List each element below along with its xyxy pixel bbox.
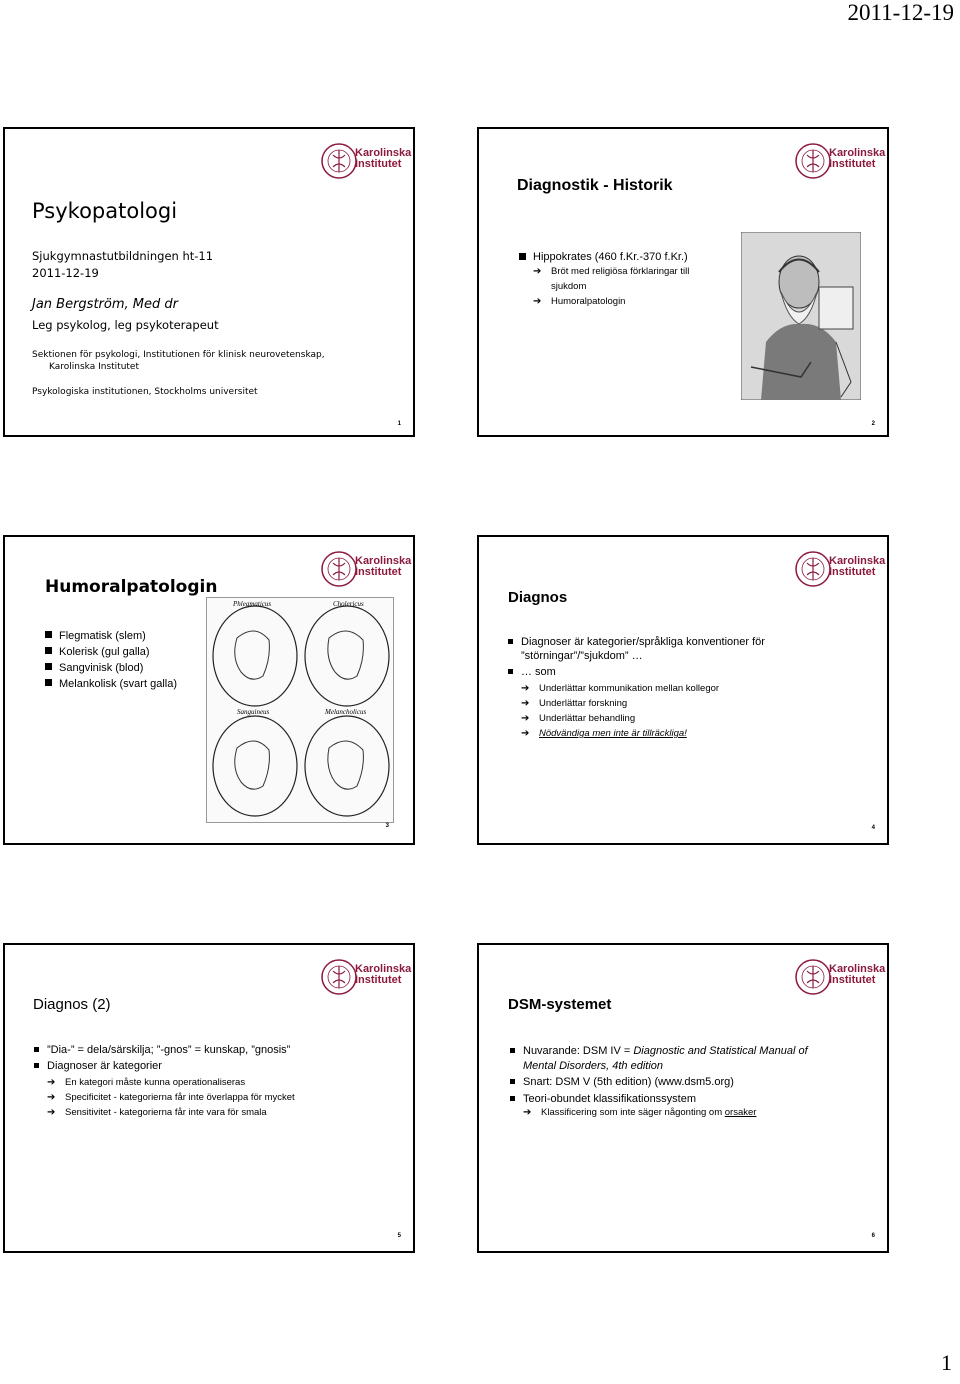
temperaments-image	[206, 597, 394, 823]
logo-line2: Institutet	[829, 158, 876, 170]
slide-title: Diagnostik - Historik	[517, 177, 673, 194]
slide-4	[477, 535, 889, 845]
slide-title: DSM-systemet	[508, 996, 612, 1013]
arrow-icon: ➔	[47, 1077, 56, 1088]
slide-3	[3, 535, 415, 845]
logo-line2: Institutet	[355, 158, 402, 170]
sub-item: ➔ Klassificering som inte säger någonting om orsaker	[523, 1107, 757, 1118]
ki-seal-icon	[793, 549, 833, 589]
logo-line1: Karolinska	[355, 555, 412, 567]
ki-seal-icon	[793, 957, 833, 997]
sub-item: ➔ Specificitet - kategorierna får inte överlappa för mycket	[47, 1092, 295, 1103]
sub-list	[507, 681, 847, 741]
list-item-cont: ”störningar”/”sjukdom” …	[521, 650, 643, 662]
list-item: Flegmatisk (slem)	[45, 628, 215, 644]
list-item: Teori-obundet klassifikationssystem	[509, 1092, 859, 1107]
date-line: 2011-12-19	[32, 266, 99, 280]
slide-2	[477, 127, 889, 437]
slide-number: 1	[397, 421, 401, 427]
sub-item-cont: sjukdom	[551, 281, 587, 292]
list-item: Diagnoser är kategorier	[33, 1059, 403, 1073]
ki-logo	[319, 957, 412, 999]
slide-1	[3, 127, 415, 437]
arrow-icon: ➔	[521, 698, 530, 709]
hippocrates-portrait-image	[741, 232, 861, 400]
slide-number: 6	[871, 1233, 875, 1239]
affiliation-1: Sektionen för psykologi, Institutionen för klinisk neurovetenskap,	[32, 350, 325, 360]
bullet-icon	[510, 1048, 515, 1053]
logo-line1: Karolinska	[355, 147, 412, 159]
list-item-cont: Mental Disorders, 4th edition	[523, 1059, 664, 1072]
list-item: Snart: DSM V (5th edition) (www.dsm5.org)	[509, 1075, 859, 1090]
sub-item: ➔ Nödvändiga men inte är tillräckliga!	[521, 728, 687, 739]
ki-logo	[319, 141, 412, 183]
arrow-icon: ➔	[521, 683, 530, 694]
logo-line1: Karolinska	[355, 963, 412, 975]
slide-number: 5	[397, 1233, 401, 1239]
bullet-list	[45, 628, 215, 692]
arrow-icon: ➔	[47, 1107, 56, 1118]
bullet-icon	[45, 663, 52, 670]
temperaments-engraving-icon	[207, 598, 395, 824]
ki-logo	[319, 549, 412, 591]
sub-item: ➔ Underlättar kommunikation mellan kollegor	[521, 683, 720, 694]
affiliation-3: Psykologiska institutionen, Stockholms universitet	[32, 387, 258, 397]
arrow-icon: ➔	[533, 296, 542, 307]
list-item: … som	[507, 665, 847, 679]
slide-5	[3, 943, 415, 1253]
bullet-icon	[34, 1047, 39, 1052]
portrait-label: Cholericus	[333, 600, 364, 608]
sub-item: ➔ Underlättar behandling	[521, 713, 636, 724]
bullet-icon	[34, 1063, 39, 1068]
logo-line2: Institutet	[829, 974, 876, 986]
list-item: Diagnoser är kategorier/språkliga konventioner för	[507, 635, 847, 649]
sub-list	[33, 1075, 403, 1120]
list-item: Sangvinisk (blod)	[45, 660, 215, 676]
slide-title: Diagnos (2)	[33, 996, 111, 1013]
role-line: Leg psykolog, leg psykoterapeut	[32, 318, 219, 332]
bullet-list	[33, 1043, 403, 1073]
logo-line1: Karolinska	[829, 555, 886, 567]
slide-title: Humoralpatologin	[45, 577, 218, 597]
bullet-icon	[45, 647, 52, 654]
ki-logo	[793, 957, 886, 999]
list-item: Hippokrates (460 f.Kr.-370 f.Kr.)	[519, 250, 749, 264]
slide-number: 4	[871, 825, 875, 831]
logo-line1: Karolinska	[829, 963, 886, 975]
slide-title: Diagnos	[508, 589, 568, 606]
bullet-icon	[45, 679, 52, 686]
portrait-label: Phlegmaticus	[233, 600, 272, 608]
logo-line2: Institutet	[355, 566, 402, 578]
arrow-icon: ➔	[523, 1107, 532, 1118]
ki-logo	[793, 549, 886, 591]
ki-seal-icon	[793, 141, 833, 181]
ki-seal-icon	[319, 549, 359, 589]
bullet-list	[507, 635, 847, 679]
author-line: Jan Bergström, Med dr	[32, 297, 178, 312]
bullet-icon	[510, 1079, 515, 1084]
slide-6	[477, 943, 889, 1253]
list-item: Nuvarande: DSM IV = Diagnostic and Statistical Manual of	[509, 1044, 859, 1059]
sub-item: ➔ Sensitivitet - kategorierna får inte vara för smala	[47, 1107, 267, 1118]
ki-seal-icon	[319, 141, 359, 181]
arrow-icon: ➔	[533, 266, 542, 277]
bullet-list	[519, 250, 749, 264]
logo-line2: Institutet	[829, 566, 876, 578]
arrow-icon: ➔	[47, 1092, 56, 1103]
slide-number: 2	[871, 421, 875, 427]
logo-line1: Karolinska	[829, 147, 886, 159]
list-item: Kolerisk (gul galla)	[45, 644, 215, 660]
bullet-icon	[508, 639, 513, 644]
bullet-icon	[45, 631, 52, 638]
ki-logo	[793, 141, 886, 183]
ki-seal-icon	[319, 957, 359, 997]
list-item: ”Dia-” = dela/särskilja; ”-gnos” = kunskap, ”gnosis”	[33, 1043, 403, 1057]
portrait-label: Melancholicus	[325, 708, 367, 716]
bullet-icon	[510, 1096, 515, 1101]
page-date: 2011-12-19	[847, 0, 954, 25]
sub-item: ➔ Bröt med religiösa förklaringar till	[533, 266, 690, 277]
sub-item: ➔ Underlättar forskning	[521, 698, 628, 709]
arrow-icon: ➔	[521, 713, 530, 724]
logo-line2: Institutet	[355, 974, 402, 986]
sub-item: ➔ Humoralpatologin	[533, 296, 626, 307]
bullet-icon	[519, 253, 526, 260]
portrait-label: Sanguineus	[237, 708, 270, 716]
bullet-icon	[508, 669, 513, 674]
list-item: Melankolisk (svart galla)	[45, 676, 215, 692]
bullet-list	[509, 1044, 859, 1106]
slide-number: 3	[385, 823, 389, 829]
affiliation-2: Karolinska Institutet	[49, 362, 139, 372]
page-number: 1	[941, 1350, 952, 1375]
course-line: Sjukgymnastutbildningen ht-11	[32, 249, 214, 263]
sub-item: ➔ En kategori måste kunna operationaliseras	[47, 1077, 246, 1088]
arrow-icon: ➔	[521, 728, 530, 739]
slide-title: Psykopatologi	[32, 199, 178, 223]
